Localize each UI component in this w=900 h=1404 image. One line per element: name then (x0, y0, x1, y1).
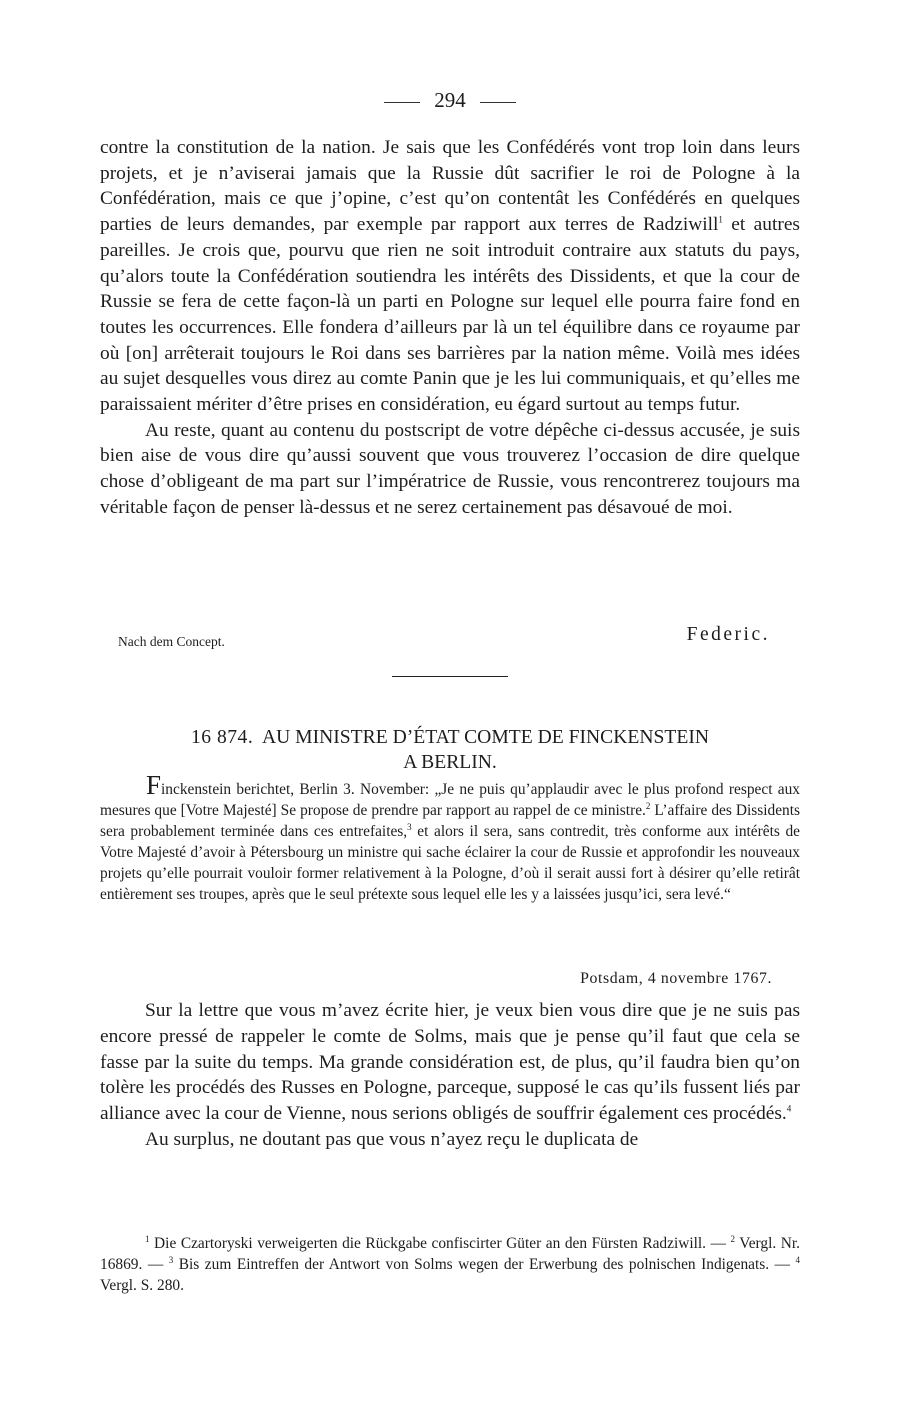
footnote-mark-1: 1 (145, 1233, 150, 1244)
signature: Federic. (686, 624, 770, 645)
body-paragraph-1-text: contre la constitution de la nation. Je sais que les Confédérés vont trop loin dans leurs projets, et je n’aviserai jamais que la Russie dût sacrifier le roi de Pologne à la Confédération, mais ce que j’opine, c’est qu’on contentât les Confédérés en quelques parties de leurs demandes, par exemple par rapport aux terres de Radziwill (100, 137, 800, 236)
summary-text-1: inckenstein berichtet, Berlin 3. November: „Je ne puis qu’applaudir avec le plus profond respect aux mesures que [Votre Majesté] Se propose de prendre par rapport au rappel de ce ministre. (100, 781, 800, 819)
summary-text-2: L’affaire des Dissidents sera probablement terminée dans ces entrefaites, (100, 802, 801, 840)
letter-heading-line-1 (100, 726, 800, 751)
header-dash-left (384, 102, 420, 103)
summary-dropcap: F (146, 770, 162, 800)
footnote-2: Vergl. Nr. 16869. — (100, 1235, 801, 1273)
source-note: Nach dem Concept. (118, 634, 225, 649)
footnote-ref-4: 4 (786, 1103, 792, 1114)
footnote-ref-2: 2 (645, 800, 651, 811)
footnote-3: Bis zum Eintreffen der Antwort von Solms wegen der Erwerbung des polnischen Indigenats. — (173, 1256, 796, 1273)
footnote-ref-3: 3 (407, 821, 412, 832)
body-paragraph-1 (100, 135, 800, 418)
body-paragraph-1-rest: et autres pareilles. Je crois que, pourvu que rien ne soit introduit contraire aux statuts du pays, qu’alors toute la Confédération soutiendra les intérêts des Dissidents, et que la cour de Russie se fera de cette façon-là un parti en Pologne sur lequel elle pourra faire fond en toutes les occurrences. Elle fondera d’ailleurs par là un tel équilibre dans ce royaume par où [on] arrêterait toujours le Roi dans ses barrières par la nation même. Voilà mes idées au sujet desquelles vous direz au comte Panin que je les lui communiquais, et qu’elles me paraissaient mériter d’être prises en considération, eu égard surtout au temps futur. (100, 214, 800, 416)
body-text (100, 135, 800, 521)
header-dash-right (480, 102, 516, 103)
page-number: 294 (434, 88, 466, 112)
letter-body (100, 998, 800, 1153)
letter-number: 16 874. (190, 727, 254, 748)
body-paragraph-2: Au reste, quant au contenu du postscript de votre dépêche ci-dessus accusée, je suis bien aise de vous dire qu’aussi souvent que vous trouverez l’occasion de dire quelque chose d’obligeant de ma part sur l’impératrice de Russie, vous rencontrerez toujours ma véritable façon de penser là-dessus et ne serez certainement pas désavoué de moi. (100, 419, 800, 518)
letter-paragraph-1 (100, 998, 800, 1127)
letter-heading (100, 726, 800, 775)
footnote-block (100, 1233, 800, 1296)
footnote-mark-4: 4 (795, 1254, 800, 1265)
summary-text-3: et alors il sera, sans contredit, très conforme aux intérêts de Votre Majesté d’avoir à Pétersbourg un ministre qui sache éclairer la cour de Russie et approfondir les nouveaux projets qu’elle pourrait vouloir former relativement à la Pologne, d’où il serait aussi fort à désirer qu’elle retirât entièrement ses troupes, après que le seul prétexte sous lequel elle les y a laissées jusqu’ici, sera levé.“ (100, 823, 800, 903)
footnotes (100, 1233, 800, 1296)
page-header (100, 88, 800, 113)
letter-paragraph-2: Au surplus, ne doutant pas que vous n’ayez reçu le duplicata de (145, 1128, 639, 1150)
letter-summary (100, 770, 801, 905)
footnote-mark-2: 2 (730, 1233, 736, 1244)
section-divider (392, 676, 508, 677)
footnote-4: Vergl. S. 280. (100, 1277, 184, 1294)
letter-title-line-1: AU MINISTRE D’ÉTAT COMTE DE FINCKENSTEIN (261, 727, 710, 748)
letter-title-line-2: A BERLIN. (403, 751, 497, 773)
letter-paragraph-1-text: Sur la lettre que vous m’avez écrite hier, je veux bien vous dire que je ne suis pas encore pressé de rappeler le comte de Solms, mais que je pense qu’il faut que cela se fasse par la suite du temps. Ma grande considération est, de plus, qu’il faudra bien qu’on tolère les procédés des Russes en Pologne, parceque, supposé le cas qu’ils fussent liés par alliance avec la cour de Vienne, nous serions obligés de souffrir également ces procédés. (100, 1000, 800, 1125)
dateline: Potsdam, 4 novembre 1767. (580, 970, 772, 987)
footnote-1: Die Czartoryski verweigerten die Rückgabe confiscirter Güter an den Fürsten Radziwill. — (149, 1235, 731, 1252)
footnote-mark-3: 3 (168, 1254, 174, 1265)
footnote-ref-1: 1 (718, 214, 723, 225)
